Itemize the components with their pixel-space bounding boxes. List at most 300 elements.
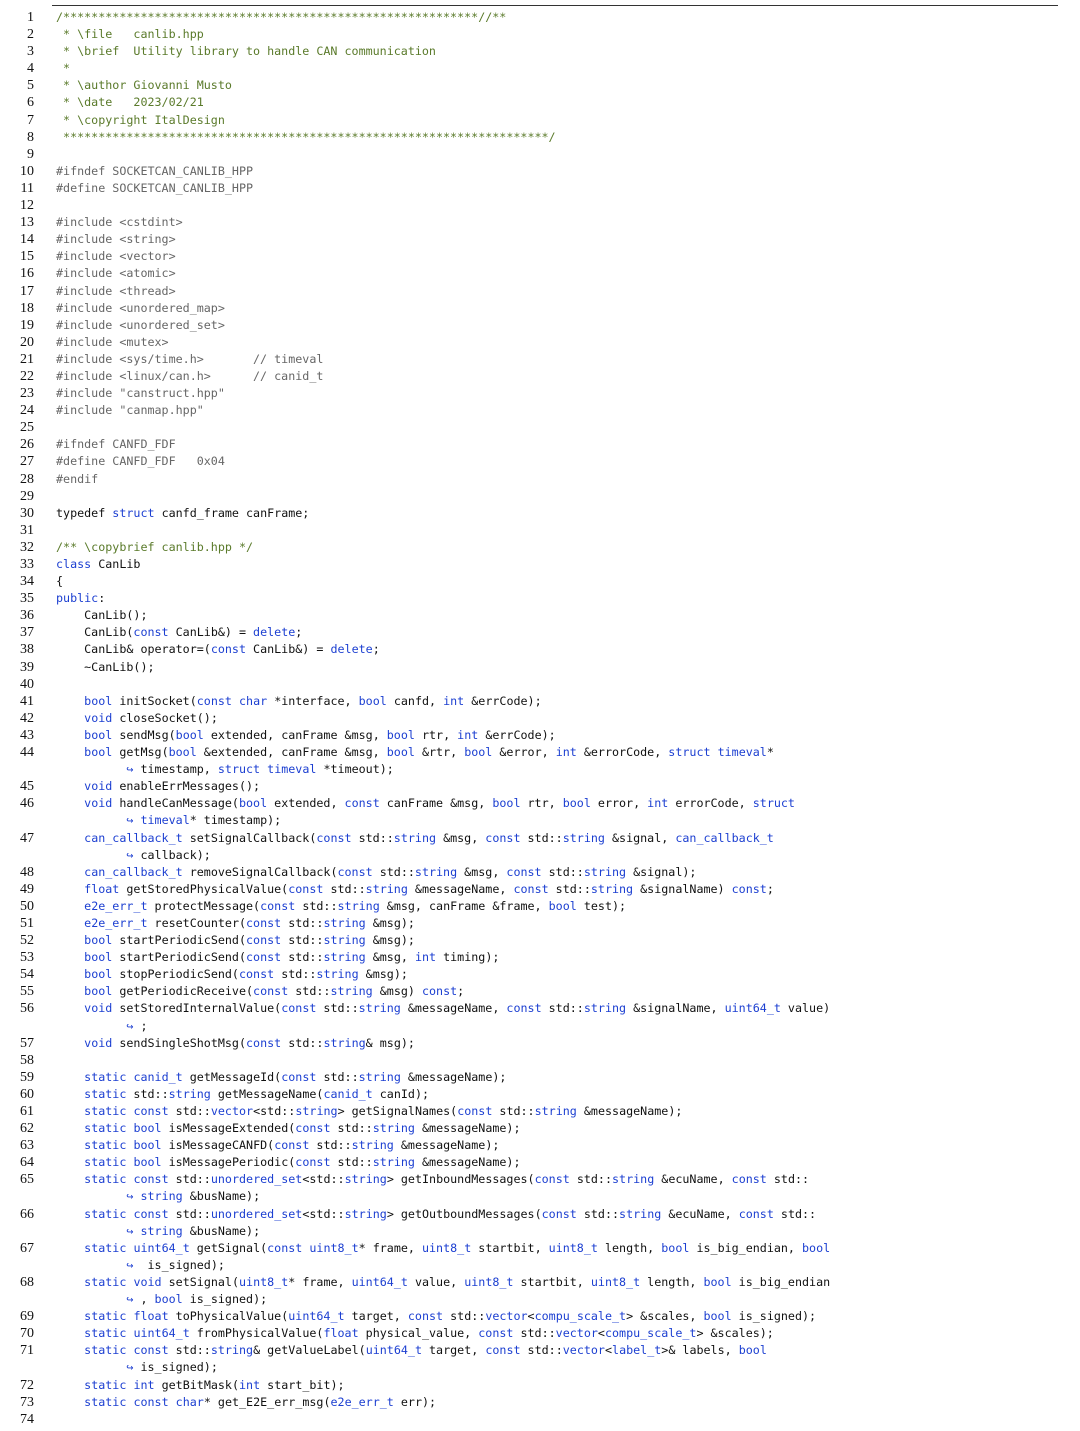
line-number: 37 bbox=[20, 625, 34, 641]
code-token bbox=[56, 694, 84, 708]
code-text bbox=[56, 949, 1080, 966]
code-token: string bbox=[358, 1001, 401, 1016]
code-line bbox=[0, 676, 1080, 693]
code-line bbox=[0, 9, 1080, 26]
code-token: bool bbox=[238, 796, 268, 811]
code-text bbox=[56, 351, 1080, 368]
code-token bbox=[56, 1070, 84, 1084]
code-text bbox=[56, 471, 1080, 488]
code-text bbox=[56, 1137, 1080, 1154]
code-text bbox=[56, 1000, 1080, 1034]
code-token: std:: bbox=[281, 933, 324, 948]
line-number: 30 bbox=[20, 505, 34, 521]
code-line bbox=[0, 283, 1080, 300]
code-token: string bbox=[323, 915, 366, 930]
code-token: CanLib( bbox=[56, 625, 134, 640]
code-text bbox=[56, 830, 1080, 864]
line-number: 22 bbox=[20, 368, 34, 384]
code-token: std:: bbox=[274, 967, 317, 982]
code-line bbox=[0, 180, 1080, 197]
code-token bbox=[56, 1104, 84, 1118]
code-token: const bbox=[295, 1121, 331, 1136]
code-token: const bbox=[316, 830, 352, 845]
line-number: 72 bbox=[20, 1377, 34, 1393]
line-continuation-icon: ↪ bbox=[126, 1292, 134, 1307]
code-token: errorCode, bbox=[668, 796, 753, 811]
code-text bbox=[56, 1308, 1080, 1325]
code-token: std:: bbox=[541, 864, 584, 879]
code-token: string bbox=[337, 898, 380, 913]
line-number: 39 bbox=[20, 659, 34, 675]
code-token: std:: bbox=[168, 1343, 211, 1358]
code-token: const bbox=[344, 796, 380, 811]
code-token: string bbox=[295, 1104, 338, 1118]
line-number: 1 bbox=[27, 10, 34, 25]
code-token: static bbox=[84, 1104, 127, 1118]
code-line bbox=[0, 1120, 1080, 1137]
code-token: * \date 2023/02/21 bbox=[56, 95, 204, 110]
code-line bbox=[0, 334, 1080, 351]
code-line bbox=[0, 932, 1080, 949]
code-token: #include <thread> bbox=[56, 283, 176, 298]
code-token: float bbox=[133, 1309, 169, 1324]
code-line bbox=[0, 1325, 1080, 1342]
code-token: <std:: bbox=[253, 1104, 296, 1118]
code-token: static bbox=[84, 1240, 127, 1255]
code-token: string bbox=[344, 1206, 387, 1221]
code-token: & msg); bbox=[365, 1035, 415, 1050]
code-token: static bbox=[84, 1309, 127, 1324]
code-token bbox=[56, 711, 84, 725]
line-number: 15 bbox=[20, 249, 34, 265]
line-number: 71 bbox=[20, 1343, 34, 1359]
line-number: 7 bbox=[27, 112, 34, 128]
code-token: physical_value, bbox=[358, 1326, 479, 1341]
code-token bbox=[56, 984, 84, 998]
code-token bbox=[56, 1155, 84, 1169]
code-line bbox=[0, 265, 1080, 282]
code-token: timestamp, bbox=[133, 762, 218, 777]
code-token: timeval bbox=[267, 762, 317, 777]
code-token: std:: bbox=[351, 830, 394, 845]
code-text bbox=[56, 180, 1080, 197]
code-token: &messageName); bbox=[414, 1121, 521, 1136]
code-token: bool bbox=[133, 1138, 162, 1153]
code-text bbox=[56, 744, 1080, 778]
code-line bbox=[0, 385, 1080, 402]
code-token: #include <atomic> bbox=[56, 266, 176, 281]
code-token: struct bbox=[752, 796, 795, 811]
code-token: string bbox=[590, 881, 634, 896]
code-text bbox=[56, 214, 1080, 231]
code-token: std:: bbox=[520, 1343, 563, 1358]
code-token: string bbox=[393, 830, 437, 845]
code-text bbox=[56, 453, 1080, 470]
code-token: > &scales, bbox=[626, 1309, 704, 1324]
code-token: uint64_t bbox=[724, 1001, 781, 1016]
code-token: bool bbox=[154, 1292, 183, 1307]
code-token bbox=[56, 933, 84, 947]
line-number: 73 bbox=[20, 1394, 34, 1410]
code-token: void bbox=[133, 1274, 162, 1289]
code-text bbox=[56, 983, 1080, 1000]
line-number: 17 bbox=[20, 283, 34, 299]
code-token: * \author Giovanni Musto bbox=[56, 78, 232, 93]
code-token: test); bbox=[576, 898, 627, 913]
code-token: std:: bbox=[443, 1309, 486, 1324]
code-token: static bbox=[84, 1394, 127, 1409]
code-token: std:: bbox=[295, 898, 338, 913]
line-number: 24 bbox=[20, 403, 34, 419]
code-token: const bbox=[281, 1001, 317, 1016]
code-line bbox=[0, 864, 1080, 881]
code-token: const bbox=[246, 933, 282, 948]
line-continuation-icon: ↪ bbox=[126, 1018, 134, 1033]
line-number: 25 bbox=[20, 420, 34, 436]
code-text bbox=[56, 1103, 1080, 1120]
code-token: sendMsg( bbox=[112, 727, 176, 742]
code-line bbox=[0, 522, 1080, 539]
code-token: string bbox=[168, 1086, 211, 1101]
code-token: #include <unordered_set> bbox=[56, 317, 225, 332]
code-text bbox=[56, 1274, 1080, 1308]
line-continuation-icon: ↪ bbox=[126, 1257, 134, 1272]
code-token: isMessageCANFD( bbox=[161, 1138, 275, 1153]
code-token: uint64_t bbox=[133, 1240, 190, 1255]
code-token bbox=[232, 694, 239, 708]
code-line bbox=[0, 453, 1080, 470]
code-token: class bbox=[56, 557, 92, 571]
line-number: 49 bbox=[20, 881, 34, 897]
code-token: &messageName, bbox=[407, 881, 514, 896]
code-token: #include <mutex> bbox=[56, 334, 169, 349]
code-token: &msg); bbox=[365, 933, 415, 948]
code-token: < bbox=[527, 1309, 535, 1324]
code-text bbox=[56, 727, 1080, 744]
code-token: static bbox=[84, 1086, 127, 1101]
code-token: sendSingleShotMsg( bbox=[112, 1035, 247, 1050]
code-text bbox=[56, 966, 1080, 983]
code-line bbox=[0, 94, 1080, 111]
code-line bbox=[0, 505, 1080, 522]
code-token: can_callback_t bbox=[84, 864, 183, 879]
line-continuation-icon: ↪ bbox=[126, 762, 134, 777]
code-token: std:: bbox=[126, 1086, 169, 1101]
code-line bbox=[0, 1069, 1080, 1086]
code-token: struct bbox=[112, 505, 155, 520]
code-token: string bbox=[351, 1138, 394, 1153]
code-line bbox=[0, 710, 1080, 727]
code-token: &messageName); bbox=[414, 1155, 521, 1170]
line-number: 48 bbox=[20, 864, 34, 880]
code-token: extended, bbox=[267, 796, 345, 811]
code-token: int bbox=[457, 727, 479, 742]
code-token: &ecuName, bbox=[661, 1206, 739, 1221]
code-text bbox=[56, 334, 1080, 351]
code-token: < bbox=[597, 1326, 605, 1341]
code-token: bool bbox=[802, 1240, 831, 1255]
code-token: setSignal( bbox=[161, 1274, 239, 1289]
code-text bbox=[56, 624, 1080, 641]
code-token: const bbox=[506, 864, 542, 879]
code-token: bool bbox=[175, 727, 204, 742]
code-line bbox=[0, 693, 1080, 710]
code-text bbox=[56, 283, 1080, 300]
code-token: rtr, bbox=[520, 796, 563, 811]
code-token: getPeriodicReceive( bbox=[112, 984, 254, 999]
code-line bbox=[0, 146, 1080, 163]
code-text bbox=[56, 539, 1080, 556]
line-number: 20 bbox=[20, 334, 34, 350]
line-number: 56 bbox=[20, 1001, 34, 1017]
line-number: 23 bbox=[20, 386, 34, 402]
code-token: isMessagePeriodic( bbox=[161, 1155, 296, 1170]
code-text bbox=[56, 915, 1080, 932]
code-token: const bbox=[534, 1172, 570, 1187]
line-number: 46 bbox=[20, 796, 34, 812]
code-token: const bbox=[210, 642, 246, 657]
code-token: std:: bbox=[330, 1121, 373, 1136]
code-token: public bbox=[56, 591, 99, 606]
code-line bbox=[0, 727, 1080, 744]
code-token: const bbox=[238, 967, 275, 982]
code-token: uint64_t bbox=[351, 1274, 408, 1289]
code-token: static bbox=[84, 1069, 127, 1084]
line-continuation-icon: ↪ bbox=[126, 1223, 134, 1238]
code-token: std:: bbox=[330, 1155, 373, 1170]
code-token: typedef bbox=[56, 505, 113, 520]
code-text bbox=[56, 1120, 1080, 1137]
code-token: string bbox=[365, 881, 408, 896]
code-token: unordered_set bbox=[210, 1172, 303, 1187]
code-token: static bbox=[84, 1274, 127, 1289]
line-number: 28 bbox=[20, 471, 34, 487]
code-token: bool bbox=[84, 984, 113, 999]
code-token: #include "canstruct.hpp" bbox=[56, 386, 225, 401]
code-token: vector bbox=[210, 1104, 254, 1118]
code-line bbox=[0, 471, 1080, 488]
line-number: 2 bbox=[27, 27, 34, 43]
code-token: * timestamp); bbox=[189, 813, 282, 828]
code-token: canfd_frame canFrame; bbox=[154, 505, 310, 520]
code-token: #include "canmap.hpp" bbox=[56, 403, 204, 418]
code-token: std:: bbox=[281, 915, 324, 930]
code-line bbox=[0, 1308, 1080, 1325]
line-number: 50 bbox=[20, 898, 34, 914]
code-token bbox=[56, 882, 84, 896]
code-token: &busName); bbox=[182, 1223, 261, 1238]
code-token bbox=[56, 1360, 126, 1374]
code-line bbox=[0, 1394, 1080, 1411]
code-token: uint64_t bbox=[133, 1326, 190, 1341]
code-token: string bbox=[330, 984, 373, 999]
code-token: int bbox=[555, 745, 577, 760]
code-token: ; bbox=[766, 881, 774, 896]
code-token: bool bbox=[703, 1274, 732, 1289]
code-token: std:: bbox=[281, 1035, 324, 1050]
code-token: setStoredInternalValue( bbox=[112, 1001, 282, 1016]
code-token: string bbox=[372, 1121, 415, 1136]
code-token: & getValueLabel( bbox=[253, 1343, 366, 1358]
code-token: &errCode); bbox=[478, 727, 556, 742]
code-token: length, bbox=[597, 1240, 662, 1255]
code-token bbox=[56, 950, 84, 964]
code-token: std:: bbox=[372, 864, 415, 879]
code-token: const bbox=[281, 1069, 317, 1084]
line-number: 54 bbox=[20, 967, 34, 983]
line-number: 27 bbox=[20, 454, 34, 470]
code-token: const bbox=[506, 1001, 542, 1016]
code-token: value, bbox=[407, 1274, 465, 1289]
code-line bbox=[0, 1411, 1080, 1428]
code-token: /***********************************************************//** bbox=[56, 10, 507, 24]
code-token bbox=[56, 1343, 84, 1357]
code-token: uint8_t bbox=[548, 1240, 598, 1255]
line-number: 18 bbox=[20, 300, 34, 316]
code-token: bool bbox=[492, 796, 521, 811]
code-text bbox=[56, 590, 1080, 607]
code-token: is_signed); bbox=[133, 1257, 225, 1272]
line-number: 55 bbox=[20, 984, 34, 1000]
code-line bbox=[0, 539, 1080, 556]
code-token: std:: bbox=[168, 1172, 211, 1187]
line-number: 44 bbox=[20, 745, 34, 761]
line-number: 70 bbox=[20, 1326, 34, 1342]
code-line bbox=[0, 607, 1080, 624]
code-token: CanLib bbox=[91, 557, 141, 571]
code-token: canId); bbox=[372, 1086, 430, 1101]
code-line bbox=[0, 129, 1080, 146]
code-token: timing); bbox=[436, 950, 500, 965]
code-token: std:: bbox=[288, 984, 331, 999]
code-line bbox=[0, 1206, 1080, 1240]
code-token: &ecuName, bbox=[654, 1172, 732, 1187]
code-token: start_bit); bbox=[260, 1377, 345, 1392]
code-text bbox=[56, 898, 1080, 915]
code-token: const bbox=[246, 950, 282, 965]
code-token: bool bbox=[464, 745, 493, 760]
code-token: error, bbox=[590, 796, 648, 811]
code-token bbox=[56, 1036, 84, 1050]
line-number: 42 bbox=[20, 710, 34, 726]
code-token: struct bbox=[217, 762, 261, 777]
code-token: ; bbox=[133, 1018, 148, 1033]
code-token: stopPeriodicSend( bbox=[112, 967, 239, 982]
code-token: std:: bbox=[513, 1326, 556, 1341]
code-token: &msg, bbox=[457, 864, 507, 879]
code-token: value) bbox=[787, 1001, 831, 1016]
code-token: e2e_err_t bbox=[84, 898, 148, 913]
code-token: &error, bbox=[492, 745, 556, 760]
code-token: closeSocket(); bbox=[112, 710, 218, 725]
code-line bbox=[0, 1171, 1080, 1205]
code-token: bool bbox=[738, 1343, 767, 1358]
code-text bbox=[56, 1394, 1080, 1411]
line-number: 74 bbox=[20, 1411, 34, 1427]
code-token: bool bbox=[84, 727, 113, 742]
code-token: e2e_err_t bbox=[84, 915, 148, 930]
code-token: #include <sys/time.h> // timeval bbox=[56, 351, 324, 366]
code-token: std:: bbox=[323, 881, 366, 896]
code-token: * frame, bbox=[288, 1274, 352, 1289]
code-token: static bbox=[84, 1155, 127, 1170]
code-token: callback); bbox=[133, 847, 211, 862]
code-token: bool bbox=[84, 950, 113, 965]
code-text bbox=[56, 26, 1080, 43]
code-token bbox=[56, 916, 84, 930]
code-token: int bbox=[414, 950, 437, 965]
code-token: string bbox=[414, 864, 458, 879]
code-line bbox=[0, 744, 1080, 778]
code-line bbox=[0, 231, 1080, 248]
code-text bbox=[56, 1086, 1080, 1103]
code-token bbox=[56, 831, 84, 845]
code-text bbox=[56, 1206, 1080, 1240]
code-text bbox=[56, 77, 1080, 94]
code-token: #include <vector> bbox=[56, 249, 176, 264]
code-text bbox=[56, 385, 1080, 402]
code-token: static bbox=[84, 1343, 127, 1358]
code-token: can_callback_t bbox=[675, 830, 774, 845]
code-token: initSocket( bbox=[112, 693, 197, 708]
code-token: const bbox=[541, 1206, 577, 1221]
code-token: std:: bbox=[492, 1104, 535, 1118]
code-token bbox=[56, 779, 84, 793]
code-token: int bbox=[443, 693, 465, 708]
code-token bbox=[56, 1001, 84, 1015]
code-line bbox=[0, 1035, 1080, 1052]
code-token: canid_t bbox=[323, 1086, 373, 1101]
code-token: bool bbox=[84, 693, 113, 708]
code-token: &msg, canFrame &frame, bbox=[379, 898, 549, 913]
code-token: std:: bbox=[548, 881, 591, 896]
code-token: const bbox=[133, 1394, 169, 1409]
code-text bbox=[56, 641, 1080, 658]
code-text bbox=[56, 402, 1080, 419]
code-token: float bbox=[323, 1326, 359, 1341]
code-text bbox=[56, 94, 1080, 111]
code-token: &messageName); bbox=[400, 1069, 507, 1084]
code-token bbox=[56, 1207, 84, 1221]
code-line bbox=[0, 556, 1080, 573]
code-token: CanLib&) = bbox=[168, 625, 254, 640]
code-line bbox=[0, 915, 1080, 932]
code-line bbox=[0, 641, 1080, 658]
code-token: bool bbox=[84, 745, 113, 760]
code-line bbox=[0, 1086, 1080, 1103]
code-text bbox=[56, 265, 1080, 282]
code-token: *interface, bbox=[267, 693, 359, 708]
code-token: startPeriodicSend( bbox=[112, 950, 247, 965]
code-token: ; bbox=[457, 984, 465, 999]
line-number: 12 bbox=[20, 198, 34, 214]
line-number: 11 bbox=[20, 180, 34, 196]
code-token bbox=[56, 1326, 84, 1340]
code-token: &rtr, bbox=[414, 745, 465, 760]
line-continuation-icon: ↪ bbox=[126, 1189, 134, 1204]
code-token: getStoredPhysicalValue( bbox=[119, 881, 289, 896]
code-token: string bbox=[612, 1172, 655, 1187]
code-token: std:: bbox=[576, 1206, 620, 1221]
code-token: const bbox=[731, 881, 767, 896]
code-token: uint8_t bbox=[590, 1274, 641, 1289]
code-line bbox=[0, 26, 1080, 43]
code-text bbox=[56, 1342, 1080, 1376]
code-token: const bbox=[274, 1138, 310, 1153]
code-token: uint64_t bbox=[288, 1309, 345, 1324]
code-line bbox=[0, 795, 1080, 829]
code-token: const bbox=[260, 898, 296, 913]
